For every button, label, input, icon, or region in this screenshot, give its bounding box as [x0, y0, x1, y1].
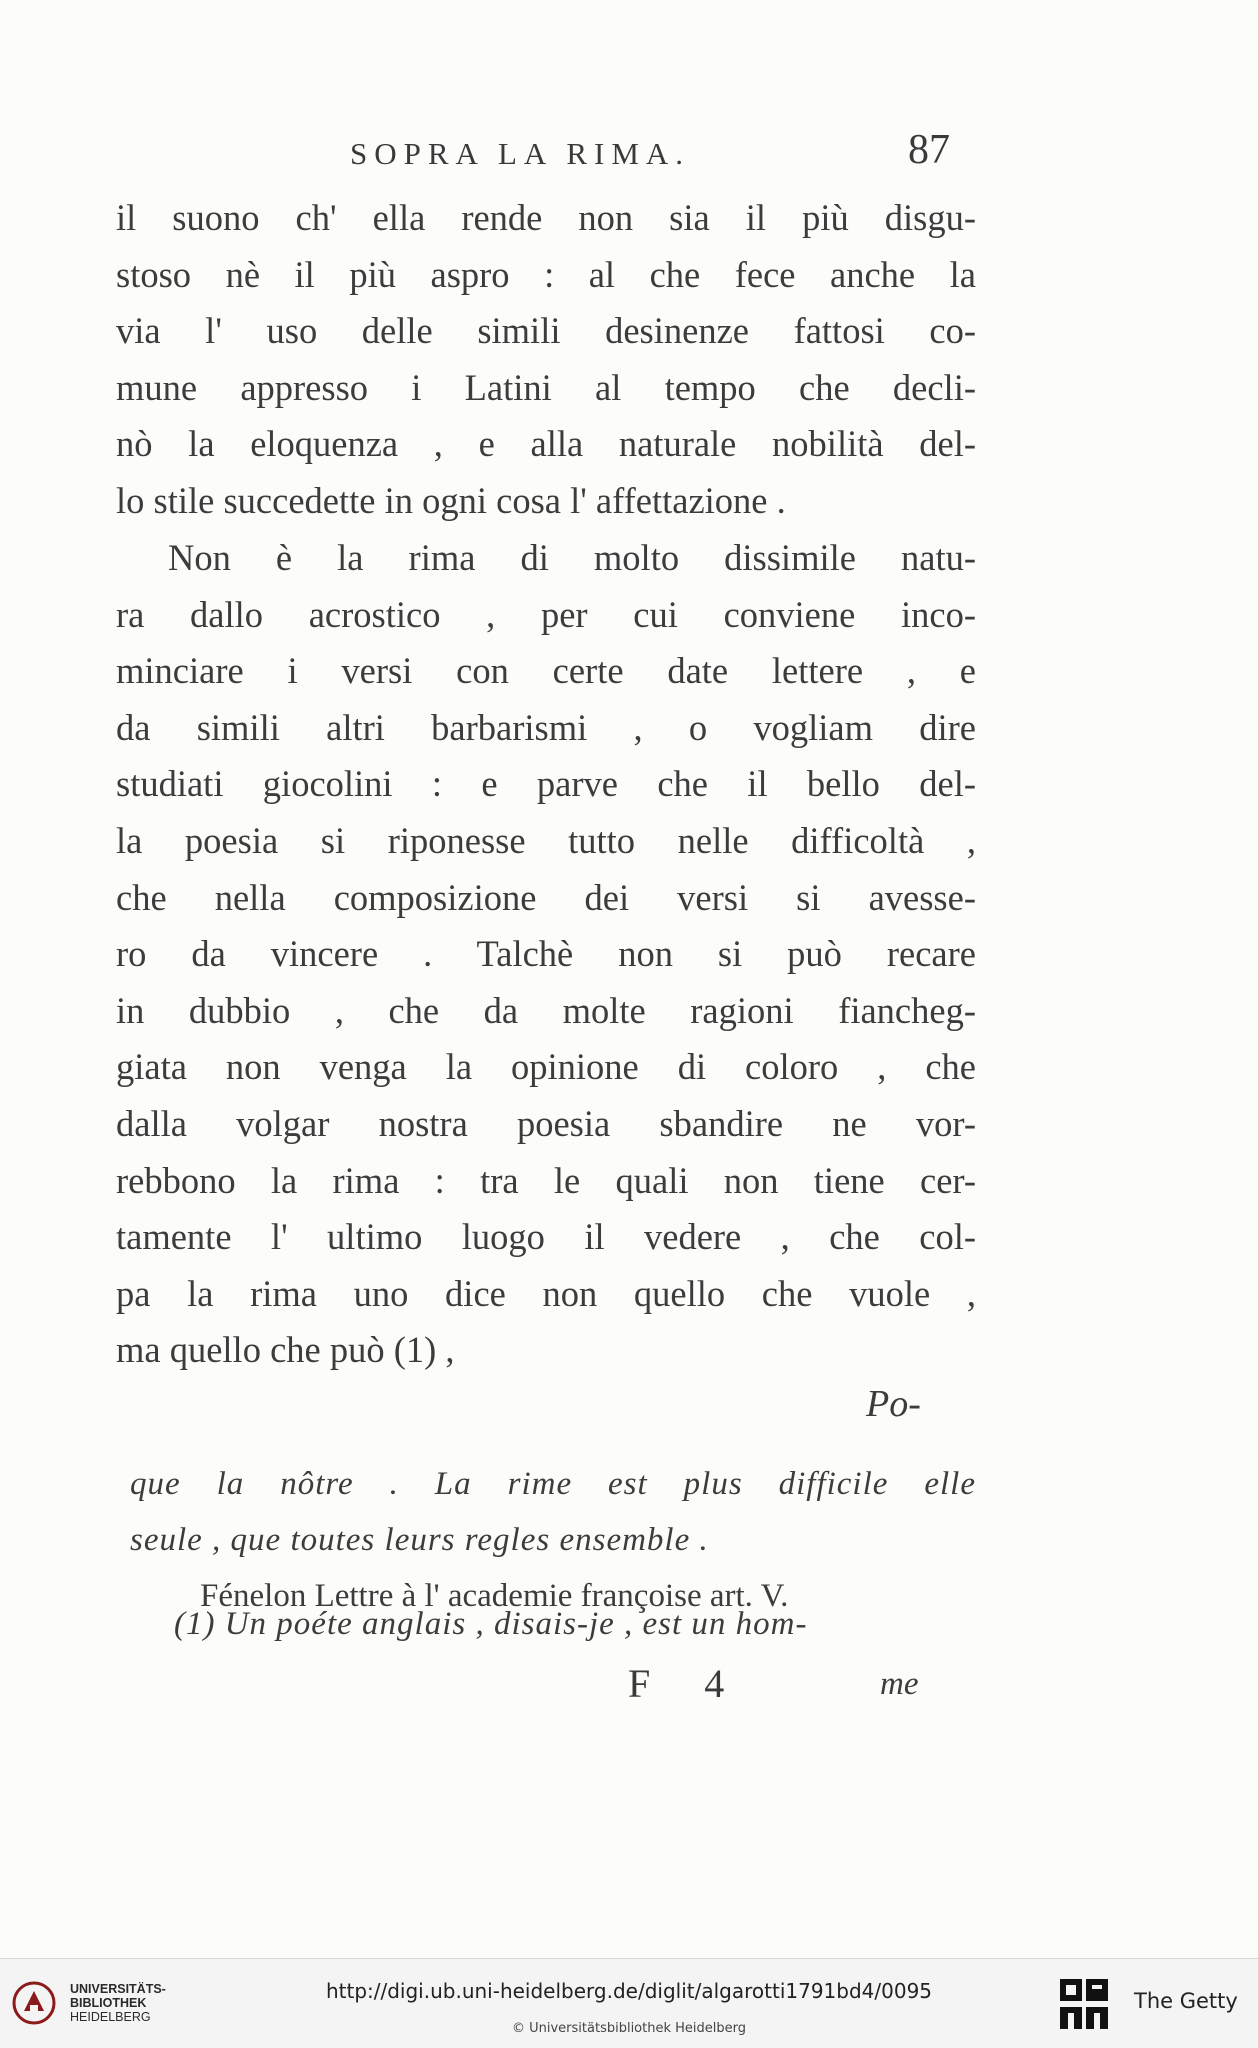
copyright-notice: © Universitätsbibliothek Heidelberg [511, 2021, 746, 2036]
partner-name: The Getty [1134, 1989, 1238, 2013]
footnote-line: que la nôtre . La rime est plus difficile elle [130, 1466, 976, 1502]
text-line: in dubbio , che da molte ragioni fiancheg- [116, 989, 976, 1031]
getty-logo-icon [1058, 1975, 1112, 2035]
viewer-footer [0, 1958, 1258, 2048]
text-line: ma quello che può (1) , [116, 1329, 455, 1371]
paragraph-2 [116, 530, 976, 1379]
library-name-line: UNIVERSITÄTS- [70, 1982, 166, 1996]
text-line: mune appresso i Latini al tempo che decli- [116, 366, 976, 408]
text-line: ro da vincere . Talchè non si può recare [116, 933, 976, 975]
footnote-line: seule , que toutes leurs regles ensemble . [130, 1522, 709, 1558]
text-line: ra dallo acrostico , per cui conviene inco- [116, 593, 976, 635]
footnote-1 [130, 1596, 976, 1652]
text-line: il suono ch' ella rende non sia il più disgu- [116, 197, 976, 238]
library-name-line: BIBLIOTHEK [70, 1996, 147, 2010]
text-line: via l' uso delle simili desinenze fattosi co- [116, 310, 976, 352]
text-line: tamente l' ultimo luogo il vedere , che col- [116, 1216, 976, 1258]
text-line: dalla volgar nostra poesia sbandire ne vor- [116, 1102, 976, 1144]
text-line: pa la rima uno dice non quello che vuole , [116, 1272, 976, 1314]
footnote-line: (1) Un poéte anglais , disais-je , est un hom- [174, 1606, 808, 1642]
footnote-catchword: me [880, 1666, 919, 1702]
text-line: nò la eloquenza , e alla naturale nobilità del- [116, 423, 976, 465]
paragraph-1 [116, 190, 976, 530]
text-line: minciare i versi con certe date lettere , e [116, 650, 976, 692]
library-name-line: HEIDELBERG [70, 2010, 151, 2024]
text-line: stoso nè il più aspro : al che fece anche la [116, 253, 976, 295]
signature-mark: F 4 [628, 1661, 747, 1706]
text-line: rebbono la rima : tra le quali non tiene cer- [116, 1159, 976, 1201]
text-line: lo stile succedette in ogni cosa l' affettazione . [116, 479, 786, 521]
catchword: Po- [866, 1383, 921, 1425]
text-line: da simili altri barbarismi , o vogliam dire [116, 706, 976, 748]
text-line: studiati giocolini : e parve che il bello del- [116, 763, 976, 805]
permalink-url[interactable]: http://digi.ub.uni-heidelberg.de/diglit/algarotti1791bd4/0095 [325, 1979, 933, 2003]
text-line: Non è la rima di molto dissimile natu- [168, 537, 976, 578]
footnote-source: Fénelon Lettre à l' academie françoise art. V. [200, 1578, 789, 1614]
text-line: la poesia si riponesse tutto nelle difficoltà , [116, 819, 976, 861]
running-head: SOPRA LA RIMA. [350, 136, 691, 171]
page-number: 87 [908, 127, 950, 173]
text-line: giata non venga la opinione di coloro , che [116, 1046, 976, 1088]
text-line: che nella composizione dei versi si avesse- [116, 876, 976, 918]
